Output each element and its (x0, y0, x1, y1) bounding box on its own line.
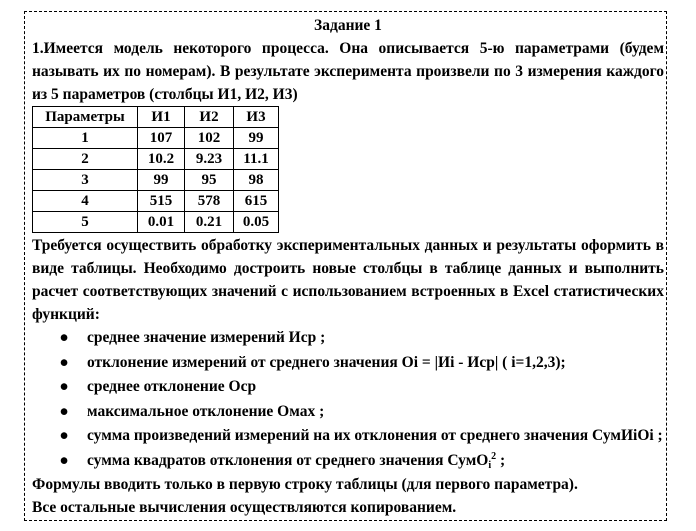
table-cell: 0.05 (234, 212, 279, 233)
header-cell: И1 (138, 107, 185, 128)
table-cell: 102 (185, 128, 234, 149)
footer-line-2: Все остальные вычисления осуществляются копированием. (32, 499, 457, 516)
list-item-text: максимальное отклонение Омах ; (87, 402, 325, 420)
list-item-text: сумма произведений измерений на их отклонения от среднего значения СумИiОi ; (87, 427, 663, 444)
bullet-icon: ● (59, 402, 69, 420)
table-cell: 3 (33, 170, 138, 191)
list-item (32, 326, 664, 351)
data-table (32, 106, 279, 233)
table-cell: 515 (138, 191, 185, 212)
list-item-text-suffix: ; (496, 451, 506, 469)
table-cell: 10.2 (138, 149, 185, 170)
header-cell: И3 (234, 107, 279, 128)
table-row (33, 212, 279, 233)
task-paragraph: Требуется осуществить обработку экспериментальных данных и результаты оформить в виде таблицы. Необходимо достроить новые столбцы в таблице данных и выполнить расчет соответствующих значений с использованием встроенных в Excel статистических функций: (32, 237, 664, 323)
list-item (32, 424, 664, 449)
list-item-text: среднее отклонение Оср (87, 378, 257, 395)
table-row (33, 128, 279, 149)
list-item-text-prefix: сумма квадратов отклонения от среднего значения СумО (87, 451, 489, 469)
task-title: Задание 1 (314, 17, 382, 34)
table-cell: 99 (234, 128, 279, 149)
table-cell: 11.1 (234, 149, 279, 170)
subscript: i (488, 459, 492, 471)
table-row (33, 170, 279, 191)
table-cell: 2 (33, 149, 138, 170)
task-content (32, 14, 664, 519)
table-cell: 0.21 (185, 212, 234, 233)
bullet-icon: ● (59, 427, 69, 444)
table-cell: 9.23 (185, 149, 234, 170)
table-cell: 99 (138, 170, 185, 191)
list-item (32, 400, 664, 425)
list-item (32, 449, 664, 474)
list-item (32, 375, 664, 400)
function-list (32, 326, 664, 473)
table-cell: 0.01 (138, 212, 185, 233)
table-row (33, 191, 279, 212)
table-cell: 1 (33, 128, 138, 149)
table-cell: 615 (234, 191, 279, 212)
bullet-icon: ● (59, 451, 69, 469)
table-header-row (33, 107, 279, 128)
table-cell: 98 (234, 170, 279, 191)
table-cell: 107 (138, 128, 185, 149)
bullet-icon: ● (59, 329, 69, 346)
intro-paragraph: 1.Имеется модель некоторого процесса. Она описывается 5-ю параметрами (будем называть их по номерам). В результате эксперимента произвели по 3 измерения каждого из 5 параметров (столбцы И1, И2, И3) (32, 40, 664, 103)
table-cell: 4 (33, 191, 138, 212)
bullet-icon: ● (59, 378, 69, 395)
header-cell: Параметры (33, 107, 138, 128)
list-item (32, 351, 664, 376)
table-cell: 5 (33, 212, 138, 233)
table-cell: 95 (185, 170, 234, 191)
bullet-icon: ● (59, 353, 69, 371)
header-cell: И2 (185, 107, 234, 128)
table-cell: 578 (185, 191, 234, 212)
list-item-text: отклонение измерений от среднего значения Oi = |Иi - Иср| ( i=1,2,3); (87, 353, 566, 371)
list-item-text: среднее значение измерений Иср ; (87, 329, 326, 346)
table-row (33, 149, 279, 170)
list-item-text (87, 452, 505, 469)
footer-line-1: Формулы вводить только в первую строку таблицы (для первого параметра). (32, 476, 578, 493)
superscript: 2 (491, 450, 497, 462)
